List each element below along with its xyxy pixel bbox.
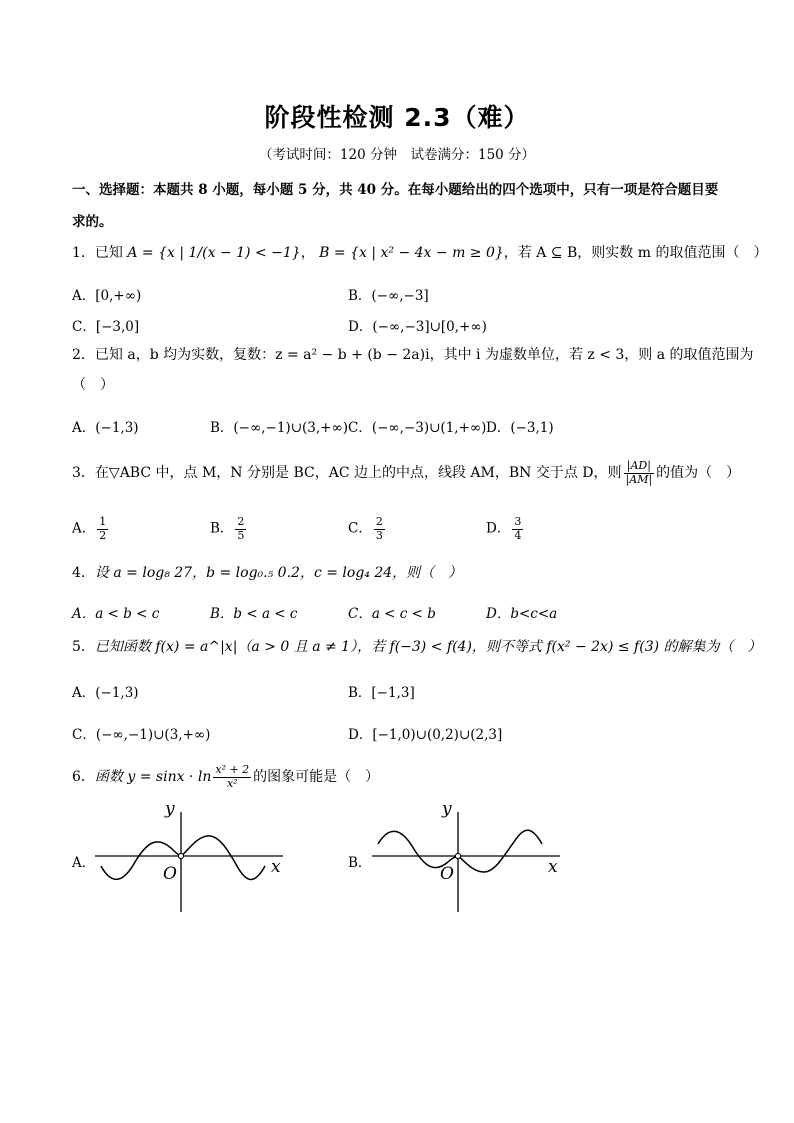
question-text: 已知 a，b 均为实数，复数：z = a² − b + (b − 2a)i，其中 i 为虚数单位，若 z < 3，则 a 的取值范围为 <box>94 347 754 363</box>
question-text: 函数 y = sinx · ln <box>94 769 212 786</box>
option-c[interactable]: C．[−3,0] <box>72 319 140 335</box>
exam-info: （考试时间：120 分钟 试卷满分：150 分） <box>258 147 536 163</box>
question-text-tail: 的值为（ ） <box>656 465 741 482</box>
option-c[interactable]: C．(−∞,−1)∪(3,+∞) <box>72 727 211 743</box>
option-d[interactable]: D．(−3,1) <box>486 420 554 436</box>
question-number: 4． <box>72 565 95 581</box>
option-fraction: $\frac{2}{3}$ <box>375 515 383 542</box>
set-a-definition: A = {x | 1/(x − 1) < −1} <box>127 245 301 261</box>
question-number: 1． <box>72 245 95 261</box>
option-d[interactable]: D． $\frac{3}{4}$ <box>486 515 522 542</box>
option-b[interactable]: B．(−∞,−3] <box>348 288 429 304</box>
question-text: 已知 <box>94 245 123 261</box>
question-5 <box>72 639 762 655</box>
question-2 <box>72 347 754 363</box>
question-text: 在▽ABC 中，点 M，N 分别是 BC，AC 边上的中点，线段 AM，BN 交于点 D，则 <box>94 465 622 482</box>
option-a[interactable]: A．[0,+∞) <box>72 288 142 304</box>
question-2-line2: （ ） <box>72 377 114 393</box>
question-text: 已知函数 f(x) = a^|x|（a > 0 且 a ≠ 1），若 f(−3) < f(4)，则不等式 f(x² − 2x) ≤ f(3) 的解集为（ ） <box>94 639 762 655</box>
option-fraction: $\frac{3}{4}$ <box>514 515 522 542</box>
section-heading-line1: 一、选择题：本题共 8 小题，每小题 5 分，共 40 分。在每小题给出的四个选项中，只有一项是符合题目要 <box>72 182 719 198</box>
option-b[interactable]: B． $\frac{2}{5}$ <box>210 515 245 542</box>
ratio-fraction: $\frac{|AD|}{|AM|}$ <box>625 459 653 486</box>
curve-b <box>378 830 542 872</box>
question-4 <box>72 566 732 580</box>
option-fraction: $\frac{1}{2}$ <box>99 515 107 542</box>
origin-hollow-point <box>455 853 460 858</box>
option-d[interactable]: D．(−∞,−3]∪[0,+∞) <box>348 319 487 335</box>
option-d[interactable]: D．[−1,0)∪(0,2)∪(2,3] <box>348 727 503 743</box>
option-b[interactable]: B． <box>348 855 372 871</box>
question-number: 3． <box>72 465 95 482</box>
option-b-graph[interactable] <box>372 800 567 915</box>
origin-label: O <box>163 864 177 884</box>
log-argument-fraction: $\frac{\text{x² + 2}}{\text{x²}}$ <box>215 763 250 790</box>
option-a[interactable]: A． <box>72 855 96 871</box>
option-b[interactable]: B．(−∞,−1)∪(3,+∞) <box>210 420 348 436</box>
origin-hollow-point <box>178 853 183 858</box>
option-a[interactable]: A．a < b < c <box>72 606 160 622</box>
page-title: 阶段性检测 2.3（难） <box>264 103 530 132</box>
question-number: 2． <box>72 347 95 363</box>
question-6 <box>72 764 732 790</box>
option-c[interactable]: C． $\frac{2}{3}$ <box>348 515 383 542</box>
question-3 <box>72 459 741 486</box>
question-text-tail: 的图象可能是（ ） <box>253 769 380 786</box>
x-axis-label: x <box>271 857 281 877</box>
section-heading-line2: 求的。 <box>72 214 113 230</box>
question-1: 1．已知 A = {x | 1/(x − 1) < −1}， B = {x | x² − 4x − m ≥ 0}，若 A ⊆ B，则实数 m 的取值范围（ ） <box>72 245 768 261</box>
option-c[interactable]: C．(−∞,−3)∪(1,+∞) <box>348 420 487 436</box>
question-number: 5． <box>72 639 95 655</box>
origin-label: O <box>440 864 454 884</box>
y-axis-label: y <box>165 800 175 819</box>
option-b[interactable]: B．[−1,3] <box>348 685 415 701</box>
y-axis-label: y <box>442 800 452 819</box>
question-number: 6． <box>72 769 95 786</box>
option-c[interactable]: C．a < c < b <box>348 606 436 622</box>
option-fraction: $\frac{2}{5}$ <box>237 515 245 542</box>
option-d[interactable]: D．b<c<a <box>486 606 558 622</box>
set-b-definition: B = {x | x² − 4x − m ≥ 0} <box>319 245 504 261</box>
question-text-tail: ，若 A ⊆ B，则实数 m 的取值范围（ ） <box>503 245 768 261</box>
option-a[interactable]: A． $\frac{1}{2}$ <box>72 515 107 542</box>
option-b[interactable]: B．b < a < c <box>210 606 298 622</box>
option-a-graph[interactable] <box>95 800 290 915</box>
x-axis-label: x <box>548 857 558 877</box>
option-a[interactable]: A．(−1,3) <box>72 420 139 436</box>
question-text: 设 a = log₈ 27，b = log₀.₅ 0.2，c = log₄ 24，则（ ） <box>94 565 463 581</box>
option-a[interactable]: A．(−1,3) <box>72 685 139 701</box>
